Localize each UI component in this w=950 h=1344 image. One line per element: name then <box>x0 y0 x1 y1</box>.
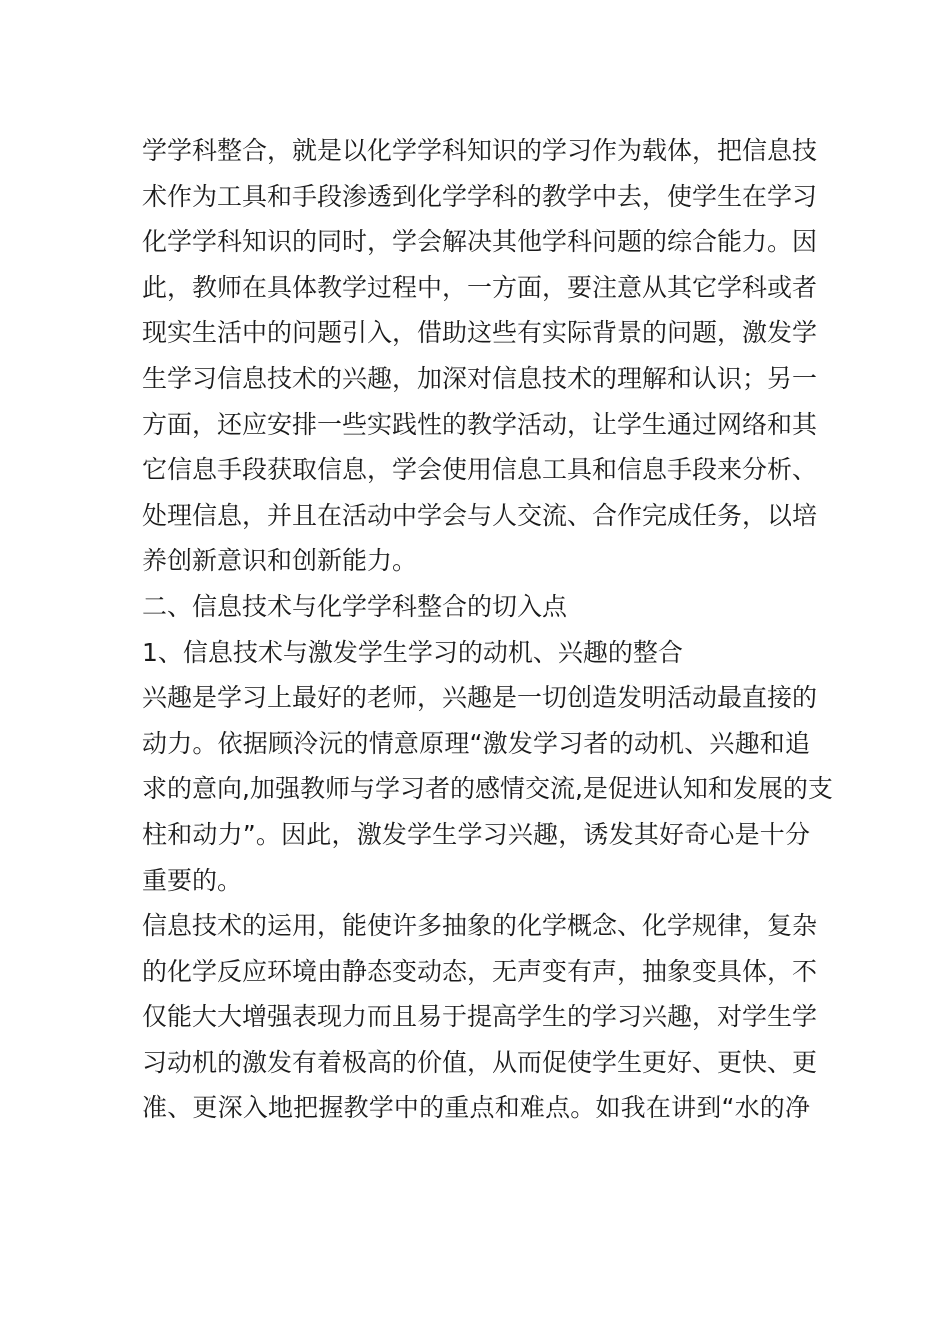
text-line: 求的意向,加强教师与学习者的感情交流,是促进认知和发展的支 <box>142 774 833 804</box>
document-body <box>142 128 833 1131</box>
text-line: 处理信息，并且在活动中学会与人交流、合作完成任务，以培 <box>142 500 818 530</box>
text-line: 它信息手段获取信息，学会使用信息工具和信息手段来分析、 <box>142 455 818 485</box>
text-line: 柱和动力”。因此，激发学生学习兴趣，诱发其好奇心是十分 <box>142 819 810 849</box>
text-line: 重要的。 <box>142 865 243 895</box>
subsection-heading: 1、信息技术与激发学生学习的动机、兴趣的整合 <box>142 637 683 667</box>
text-line: 准、更深入地把握教学中的重点和难点。如我在讲到“水的净 <box>142 1093 810 1123</box>
text-line: 仅能大大增强表现力而且易于提高学生的学习兴趣，对学生学 <box>142 1002 818 1032</box>
text-line: 化学学科知识的同时，学会解决其他学科问题的综合能力。因 <box>142 227 818 257</box>
text-line: 此，教师在具体教学过程中，一方面，要注意从其它学科或者 <box>142 272 818 302</box>
text-line: 的化学反应环境由静态变动态，无声变有声，抽象变具体，不 <box>142 956 818 986</box>
text-line: 信息技术的运用，能使许多抽象的化学概念、化学规律，复杂 <box>142 911 818 941</box>
text-line: 动力。依据顾泠沅的情意原理“激发学习者的动机、兴趣和追 <box>142 728 810 758</box>
text-line: 方面，还应安排一些实践性的教学活动，让学生通过网络和其 <box>142 409 818 439</box>
text-line: 兴趣是学习上最好的老师，兴趣是一切创造发明活动最直接的 <box>142 683 818 713</box>
text-line: 养创新意识和创新能力。 <box>142 546 418 576</box>
text-line: 学学科整合，就是以化学学科知识的学习作为载体，把信息技 <box>142 136 818 165</box>
text-line: 生学习信息技术的兴趣，加深对信息技术的理解和认识；另一 <box>142 363 818 393</box>
text-line: 现实生活中的问题引入，借助这些有实际背景的问题，激发学 <box>142 318 818 348</box>
text-line: 术作为工具和手段渗透到化学学科的教学中去，使学生在学习 <box>142 181 818 211</box>
text-line: 习动机的激发有着极高的价值，从而促使学生更好、更快、更 <box>142 1047 818 1077</box>
section-heading: 二、信息技术与化学学科整合的切入点 <box>142 591 568 621</box>
